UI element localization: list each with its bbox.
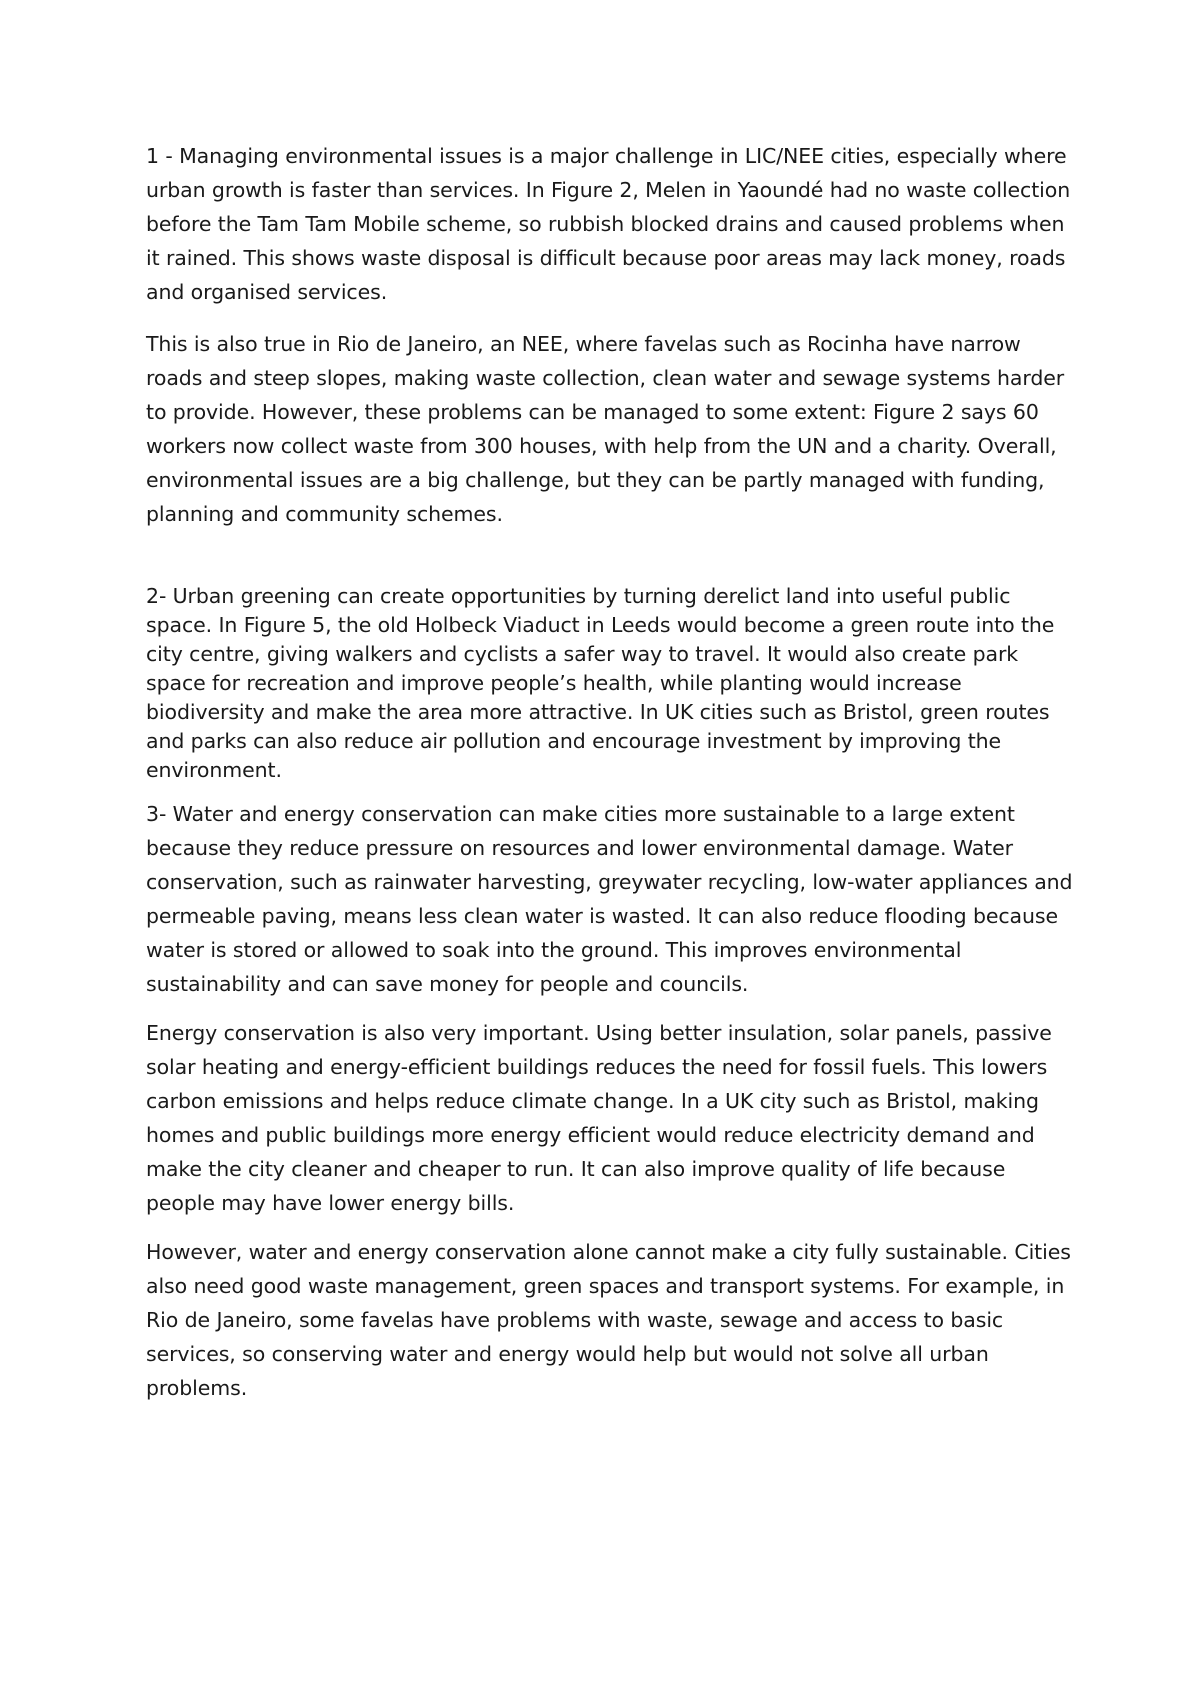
paragraph-6-limits-of-conservation: However, water and energy conservation alone cannot make a city fully sustainable. Cities also need good waste management, green spaces and transport systems. For example, in Rio de Janeiro, some favelas have problems with waste, sewage and access to basic services, so conserving water and energy would help but would not solve all urban problems.: [146, 1240, 1071, 1400]
paragraph-1-environmental-issues: 1 - Managing environmental issues is a major challenge in LIC/NEE cities, especially where urban growth is faster than services. In Figure 2, Melen in Yaoundé had no waste collection before the Tam Tam Mobile scheme, so rubbish blocked drains and caused problems when it rained. This shows waste disposal is difficult because poor areas may lack money, roads and organised services.: [146, 144, 1071, 304]
paragraph-4-water-energy-conservation: 3- Water and energy conservation can make cities more sustainable to a large extent because they reduce pressure on resources and lower environmental damage. Water conservation, such as rainwater harvesting, greywater recycling, low-water appliances and permeable paving, means less clean water is wasted. It can also reduce flooding because water is stored or allowed to soak into the ground. This improves environmental sustainability and can save money for people and councils.: [146, 802, 1073, 996]
paragraph-3-urban-greening: 2- Urban greening can create opportunities by turning derelict land into useful public space. In Figure 5, the old Holbeck Viaduct in Leeds would become a green route into the city centre, giving walkers and cyclists a safer way to travel. It would also create park space for recreation and improve people’s health, while planting would increase biodiversity and make the area more attractive. In UK cities such as Bristol, green routes and parks can also reduce air pollution and encourage investment by improving the environment.: [146, 584, 1055, 782]
paragraph-5-energy-conservation: Energy conservation is also very important. Using better insulation, solar panels, passive solar heating and energy-efficient buildings reduces the need for fossil fuels. This lowers carbon emissions and helps reduce climate change. In a UK city such as Bristol, making homes and public buildings more energy efficient would reduce electricity demand and make the city cleaner and cheaper to run. It can also improve quality of life because people may have lower energy bills.: [146, 1021, 1052, 1215]
paragraph-2-rio-example: This is also true in Rio de Janeiro, an NEE, where favelas such as Rocinha have narrow roads and steep slopes, making waste collection, clean water and sewage systems harder to provide. However, these problems can be managed to some extent: Figure 2 says 60 workers now collect waste from 300 houses, with help from the UN and a charity. Overall, environmental issues are a big challenge, but they can be partly managed with funding, planning and community schemes.: [146, 332, 1065, 526]
